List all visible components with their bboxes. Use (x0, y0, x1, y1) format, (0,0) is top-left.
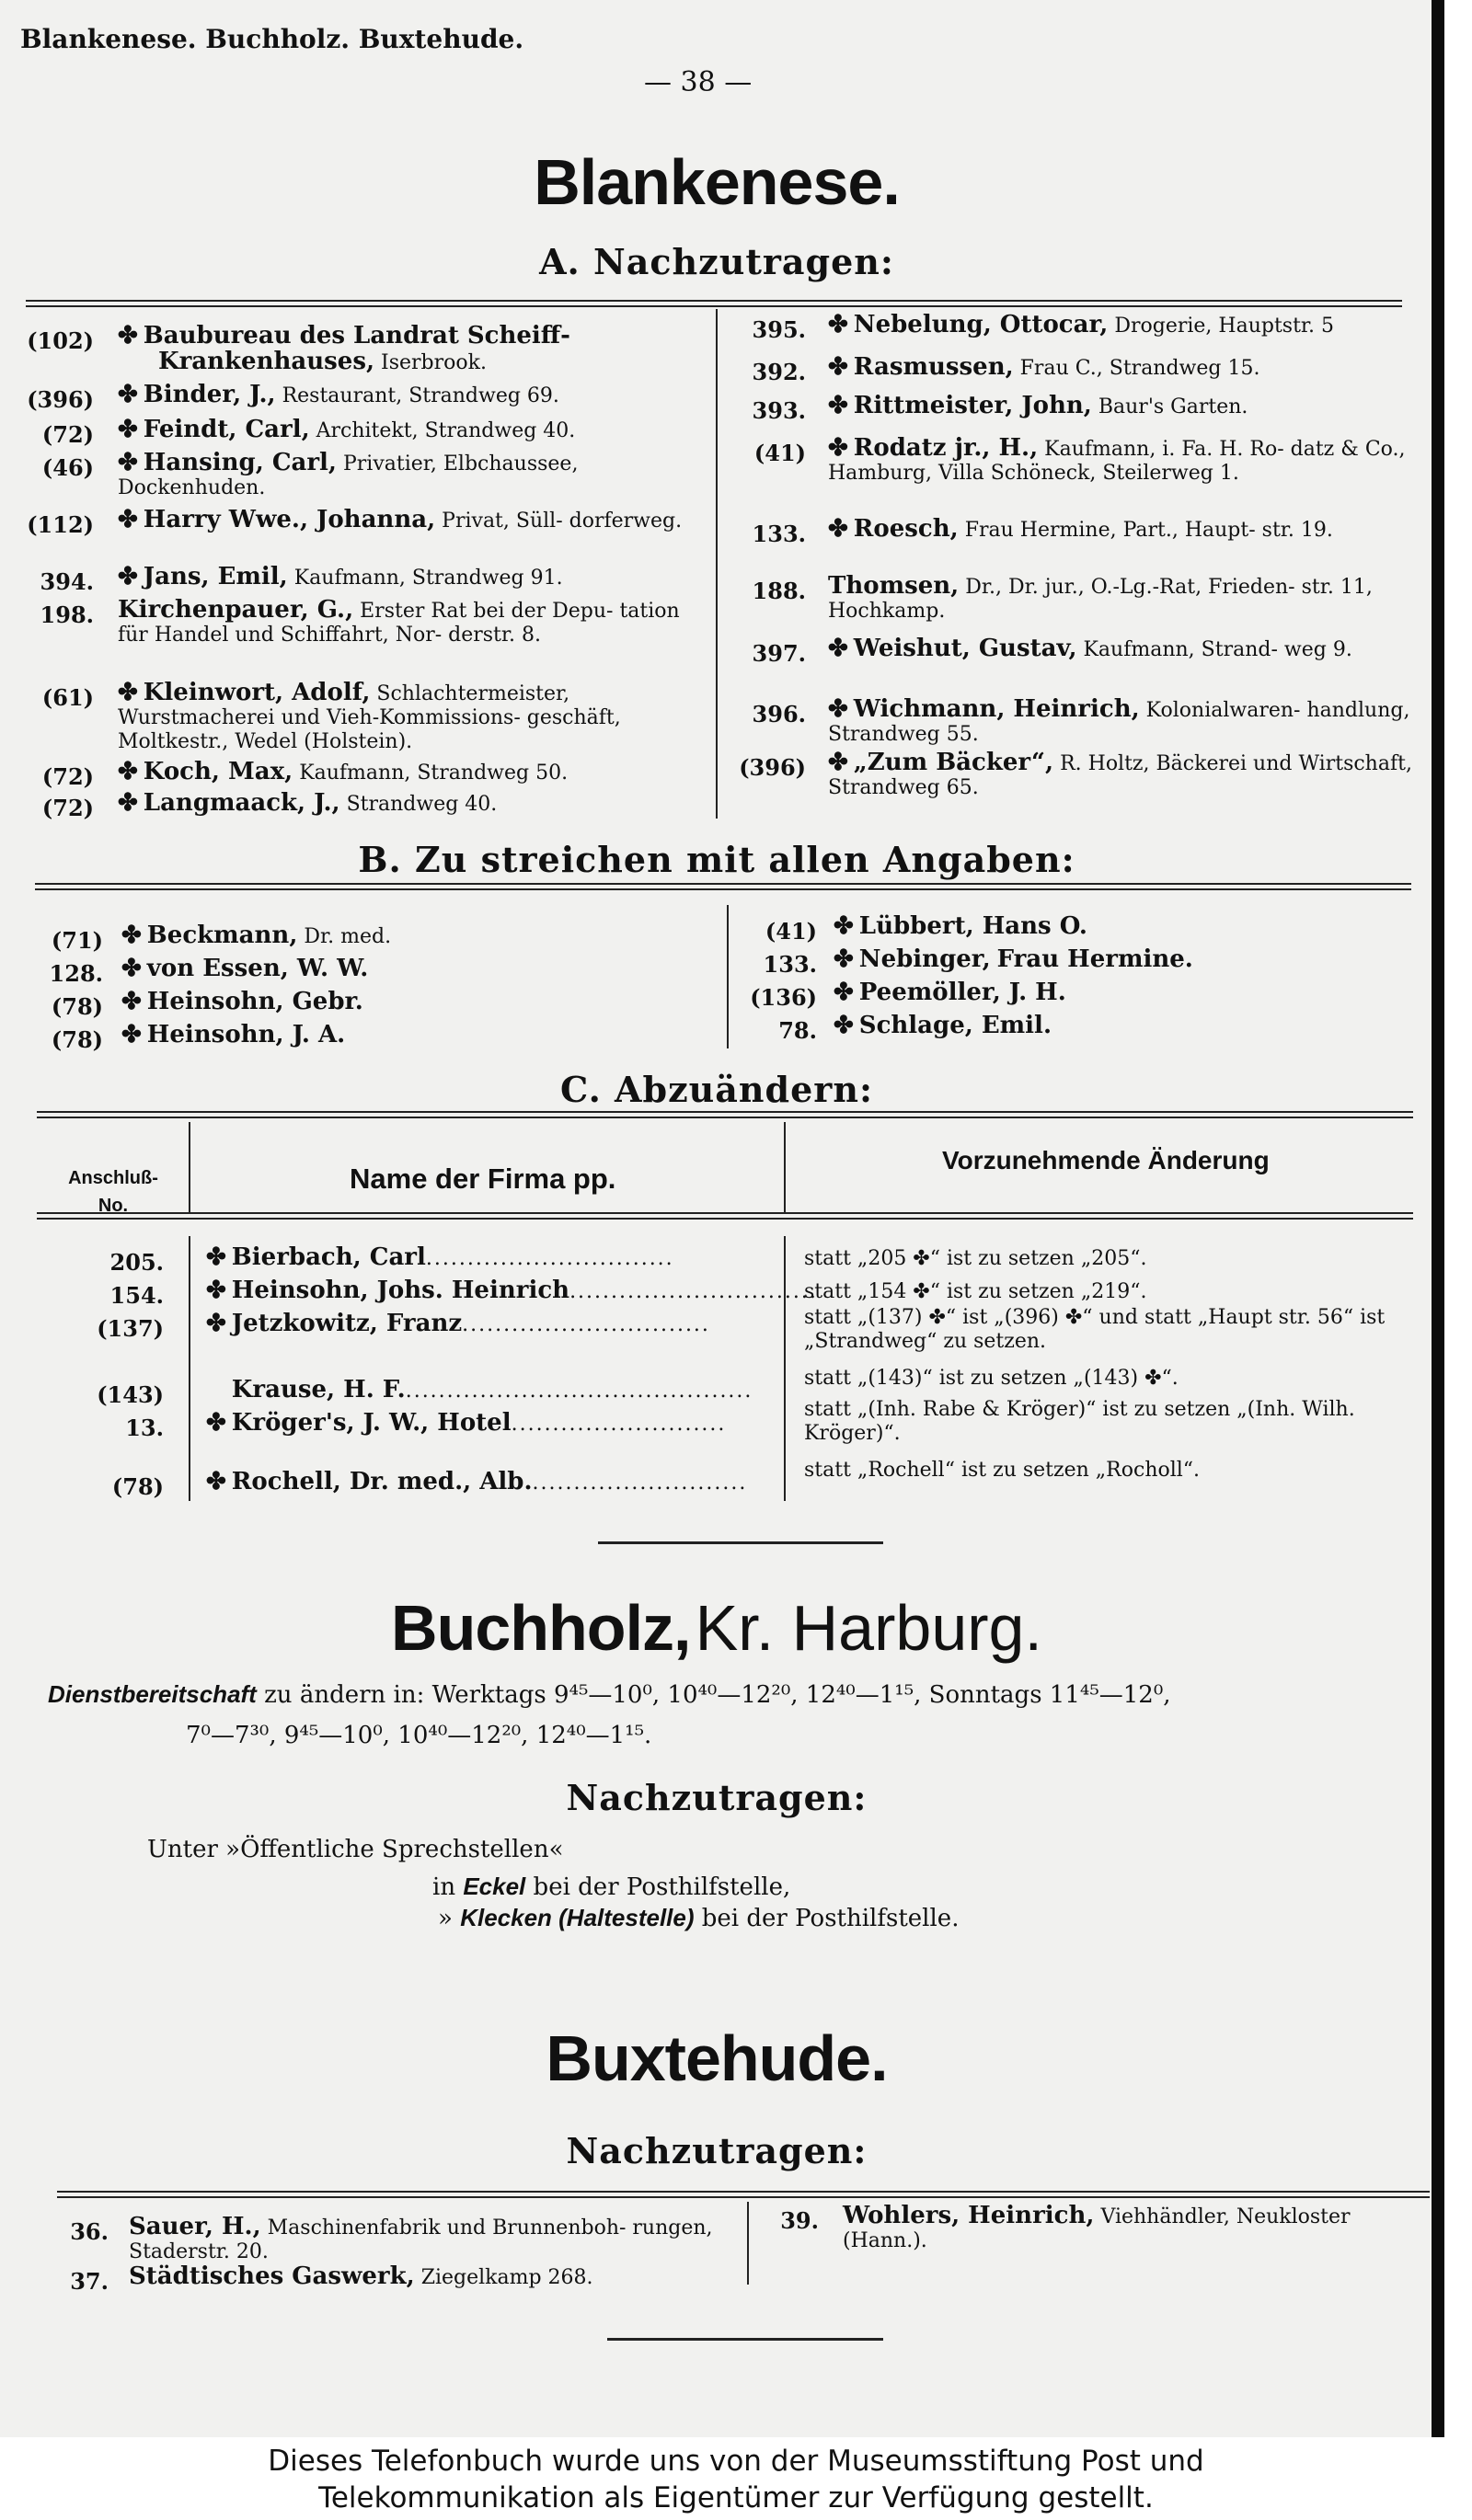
footer-notice (0, 2437, 1472, 2520)
list-item: ✤ Harry Wwe., Johanna, Privat, Süll- dorferweg. (118, 506, 683, 533)
entry-number: 39. (780, 2207, 819, 2234)
table-cell-number: (78) (111, 1473, 164, 1500)
entry-number: (41) (765, 918, 817, 945)
list-item: ✤ Roesch, Frau Hermine, Part., Haupt- str. 19. (828, 515, 1333, 543)
list-item: ✤ Jans, Emil, Kaufmann, Strandweg 91. (118, 563, 563, 590)
cross-icon: ✤ (121, 922, 142, 949)
entry-number: 78. (778, 1017, 817, 1044)
column-divider (727, 905, 729, 1048)
cross-icon: ✤ (834, 979, 854, 1006)
table-cell-name: ✤ Heinsohn, Johs. Heinrich.............................. (206, 1277, 818, 1304)
cross-icon: ✤ (118, 506, 138, 533)
entry-number: (136) (750, 984, 817, 1011)
list-item: ✤ Baubureau des Landrat Scheiff- Krankenhauses, Iserbrook. (118, 322, 570, 375)
cross-icon: ✤ (828, 311, 848, 338)
double-rule (26, 300, 1402, 307)
cross-icon: ✤ (828, 749, 848, 776)
entry-number: (102) (27, 327, 94, 354)
table-divider (784, 1236, 786, 1501)
entry-number: 128. (49, 960, 103, 987)
entry-number: (78) (51, 993, 103, 1020)
table-cell-number: 13. (125, 1415, 164, 1441)
table-cell-change: statt „(Inh. Rabe & Kröger)“ ist zu setzen „(Inh. Wilh. Kröger)“. (804, 1398, 1355, 1445)
entry-number: (71) (51, 927, 103, 954)
list-item: ✤ Rodatz jr., H., Kaufmann, i. Fa. H. Ro- datz & Co., Hamburg, Villa Schöneck, Steilerweg 1. (828, 434, 1406, 485)
entry-number: 36. (70, 2218, 109, 2245)
cross-icon: ✤ (118, 322, 138, 349)
public-station-item: » Klecken (Haltestelle) bei der Posthilfstelle. (438, 1904, 960, 1932)
section-c-heading: C. Abzuändern: (560, 1069, 873, 1110)
separator-rule (598, 1541, 883, 1544)
running-head: Blankenese. Buchholz. Buxtehude. (20, 24, 524, 54)
table-cell-name: ✤ Jetzkowitz, Franz.............................. (206, 1310, 710, 1337)
cross-icon: ✤ (121, 1021, 142, 1048)
list-item: ✤ Lübbert, Hans O. (834, 912, 1087, 940)
list-item: ✤ von Essen, W. W. (121, 955, 369, 982)
double-rule (35, 883, 1411, 890)
list-item: Thomsen, Dr., Dr. jur., O.-Lg.-Rat, Frieden- str. 11, Hochkamp. (828, 572, 1373, 623)
table-divider (189, 1236, 190, 1501)
cross-icon: ✤ (828, 515, 848, 543)
list-item: Städtisches Gaswerk, Ziegelkamp 268. (129, 2262, 593, 2290)
cross-icon: ✤ (828, 353, 848, 381)
buchholz-section-heading: Nachzutragen: (566, 1777, 868, 1818)
table-cell-number: 154. (109, 1282, 164, 1309)
column-divider (716, 309, 718, 819)
buxtehude-section-heading: Nachzutragen: (566, 2130, 868, 2171)
table-cell-number: (143) (97, 1381, 164, 1408)
page-number: — 38 — (644, 66, 753, 98)
table-cell-name: Krause, H. F........................................... (231, 1376, 753, 1403)
column-divider (747, 2202, 749, 2285)
list-item: ✤ Kleinwort, Adolf, Schlachtermeister, Wurstmacherei und Vieh-Kommissions- geschäft, Moltkestr., Wedel (Holstein). (118, 679, 621, 753)
cross-icon: ✤ (118, 789, 138, 817)
entry-number: 198. (40, 601, 94, 628)
table-cell-number: (137) (97, 1315, 164, 1342)
public-stations-intro: Unter »Öffentliche Sprechstellen« (147, 1836, 564, 1863)
double-rule (37, 1111, 1413, 1118)
entry-number: (396) (27, 386, 94, 413)
cross-icon: ✤ (118, 758, 138, 785)
list-item: Wohlers, Heinrich, Viehhändler, Neukloster (Hann.). (843, 2202, 1351, 2252)
cross-icon: ✤ (118, 563, 138, 590)
entry-number: (72) (41, 421, 94, 448)
section-b-heading: B. Zu streichen mit allen Angaben: (358, 839, 1075, 880)
footer-line: Telekommunikation als Eigentümer zur Verfügung gestellt. (318, 2481, 1154, 2514)
service-hours: Dienstbereitschaft zu ändern in: Werktags 9⁴⁵—10⁰, 10⁴⁰—12²⁰, 12⁴⁰—1¹⁵, Sonntags 11⁴⁵—12⁰, 7⁰—7³⁰, 9⁴⁵—10⁰, 10⁴⁰—12²⁰, 12⁴⁰—1¹⁵. (48, 1680, 1171, 1749)
table-cell-change: statt „(143)“ ist zu setzen „(143) ✤“. (804, 1367, 1179, 1390)
entry-number: 188. (752, 578, 806, 604)
entry-number: 395. (752, 316, 806, 343)
entry-number: 396. (752, 701, 806, 727)
town-title-blankenese: Blankenese. (534, 146, 900, 218)
cross-icon: ✤ (828, 635, 848, 662)
entry-number: 393. (752, 397, 806, 424)
list-item: Sauer, H., Maschinenfabrik und Brunnenboh- rungen, Staderstr. 20. (129, 2213, 713, 2263)
list-item: ✤ Rittmeister, John, Baur's Garten. (828, 392, 1248, 419)
table-header-name: Name der Firma pp. (350, 1163, 616, 1195)
cross-icon: ✤ (118, 449, 138, 476)
list-item: ✤ Nebinger, Frau Hermine. (834, 945, 1193, 973)
list-item: ✤ Weishut, Gustav, Kaufmann, Strand- weg 9. (828, 635, 1352, 662)
cross-icon: ✤ (828, 434, 848, 462)
cross-icon: ✤ (828, 695, 848, 723)
footer-line: Dieses Telefonbuch wurde uns von der Museumsstiftung Post und (268, 2445, 1204, 2478)
entry-number: (41) (753, 440, 806, 466)
table-cell-change: statt „205 ✤“ ist zu setzen „205“. (804, 1247, 1147, 1270)
list-item: ✤ Wichmann, Heinrich, Kolonialwaren- handlung, Strandweg 55. (828, 695, 1410, 746)
entry-number: 397. (752, 640, 806, 667)
table-divider (189, 1122, 190, 1212)
table-cell-change: statt „154 ✤“ ist zu setzen „219“. (804, 1280, 1147, 1303)
double-rule (57, 2191, 1430, 2198)
list-item: ✤ Beckmann, Dr. med. (121, 922, 392, 949)
entry-number: (78) (51, 1026, 103, 1053)
list-item: ✤ Peemöller, J. H. (834, 979, 1066, 1006)
double-rule (37, 1212, 1413, 1220)
list-item: ✤ Langmaack, J., Strandweg 40. (118, 789, 498, 817)
list-item: ✤ Heinsohn, Gebr. (121, 988, 363, 1015)
entry-number: 394. (40, 568, 94, 595)
list-item: Kirchenpauer, G., Erster Rat bei der Depu- tation für Handel und Schiffahrt, Nor- derstr. 8. (118, 596, 680, 647)
cross-icon: ✤ (834, 1012, 854, 1039)
table-cell-name: ✤ Bierbach, Carl.............................. (206, 1243, 674, 1271)
table-header-connection: Anschluß- No. (68, 1168, 158, 1216)
entry-number: (72) (41, 763, 94, 790)
table-cell-change: statt „(137) ✤“ ist „(396) ✤“ und statt „Haupt str. 56“ ist „Strandweg“ zu setzen. (804, 1306, 1386, 1353)
list-item: ✤ Schlage, Emil. (834, 1012, 1052, 1039)
cross-icon: ✤ (118, 679, 138, 706)
cross-icon: ✤ (118, 416, 138, 443)
list-item: ✤ Heinsohn, J. A. (121, 1021, 346, 1048)
table-header-change: Vorzunehmende Änderung (942, 1146, 1270, 1174)
section-a-heading: A. Nachzutragen: (539, 241, 894, 282)
public-station-item: in Eckel bei der Posthilfstelle, (432, 1873, 791, 1901)
town-title-buchholz: Buchholz, Kr. Harburg. (391, 1592, 1042, 1664)
list-item: ✤ Nebelung, Ottocar, Drogerie, Hauptstr. 5 (828, 311, 1335, 338)
cross-icon: ✤ (121, 955, 142, 982)
entry-number: (396) (739, 754, 806, 781)
entry-number: 133. (763, 951, 817, 978)
entry-number: 392. (752, 359, 806, 385)
separator-rule (607, 2338, 883, 2341)
table-cell-name: ✤ Kröger's, J. W., Hotel.......................... (206, 1409, 727, 1437)
list-item: ✤ Rasmussen, Frau C., Strandweg 15. (828, 353, 1260, 381)
entry-number: (112) (27, 511, 94, 538)
table-cell-name: ✤ Rochell, Dr. med., Alb........................... (206, 1468, 748, 1495)
cross-icon: ✤ (828, 392, 848, 419)
entry-number: (61) (41, 684, 94, 711)
list-item: ✤ Feindt, Carl, Architekt, Strandweg 40. (118, 416, 576, 443)
cross-icon: ✤ (834, 945, 854, 973)
list-item: ✤ „Zum Bäcker“, R. Holtz, Bäckerei und Wirtschaft, Strandweg 65. (828, 749, 1412, 799)
table-divider (784, 1122, 786, 1212)
list-item: ✤ Hansing, Carl, Privatier, Elbchaussee, Dockenhuden. (118, 449, 579, 499)
table-cell-number: 205. (109, 1249, 164, 1276)
entry-number: 37. (70, 2268, 109, 2295)
page-edge (1432, 0, 1444, 2437)
entry-number: (72) (41, 795, 94, 821)
list-item: ✤ Koch, Max, Kaufmann, Strandweg 50. (118, 758, 569, 785)
list-item: ✤ Binder, J., Restaurant, Strandweg 69. (118, 381, 559, 408)
cross-icon: ✤ (121, 988, 142, 1015)
cross-icon: ✤ (834, 912, 854, 940)
entry-number: 133. (752, 521, 806, 547)
table-cell-change: statt „Rochell“ ist zu setzen „Rocholl“. (804, 1459, 1201, 1482)
town-title-buxtehude: Buxtehude. (546, 2022, 888, 2094)
cross-icon: ✤ (118, 381, 138, 408)
entry-number: (46) (41, 454, 94, 481)
